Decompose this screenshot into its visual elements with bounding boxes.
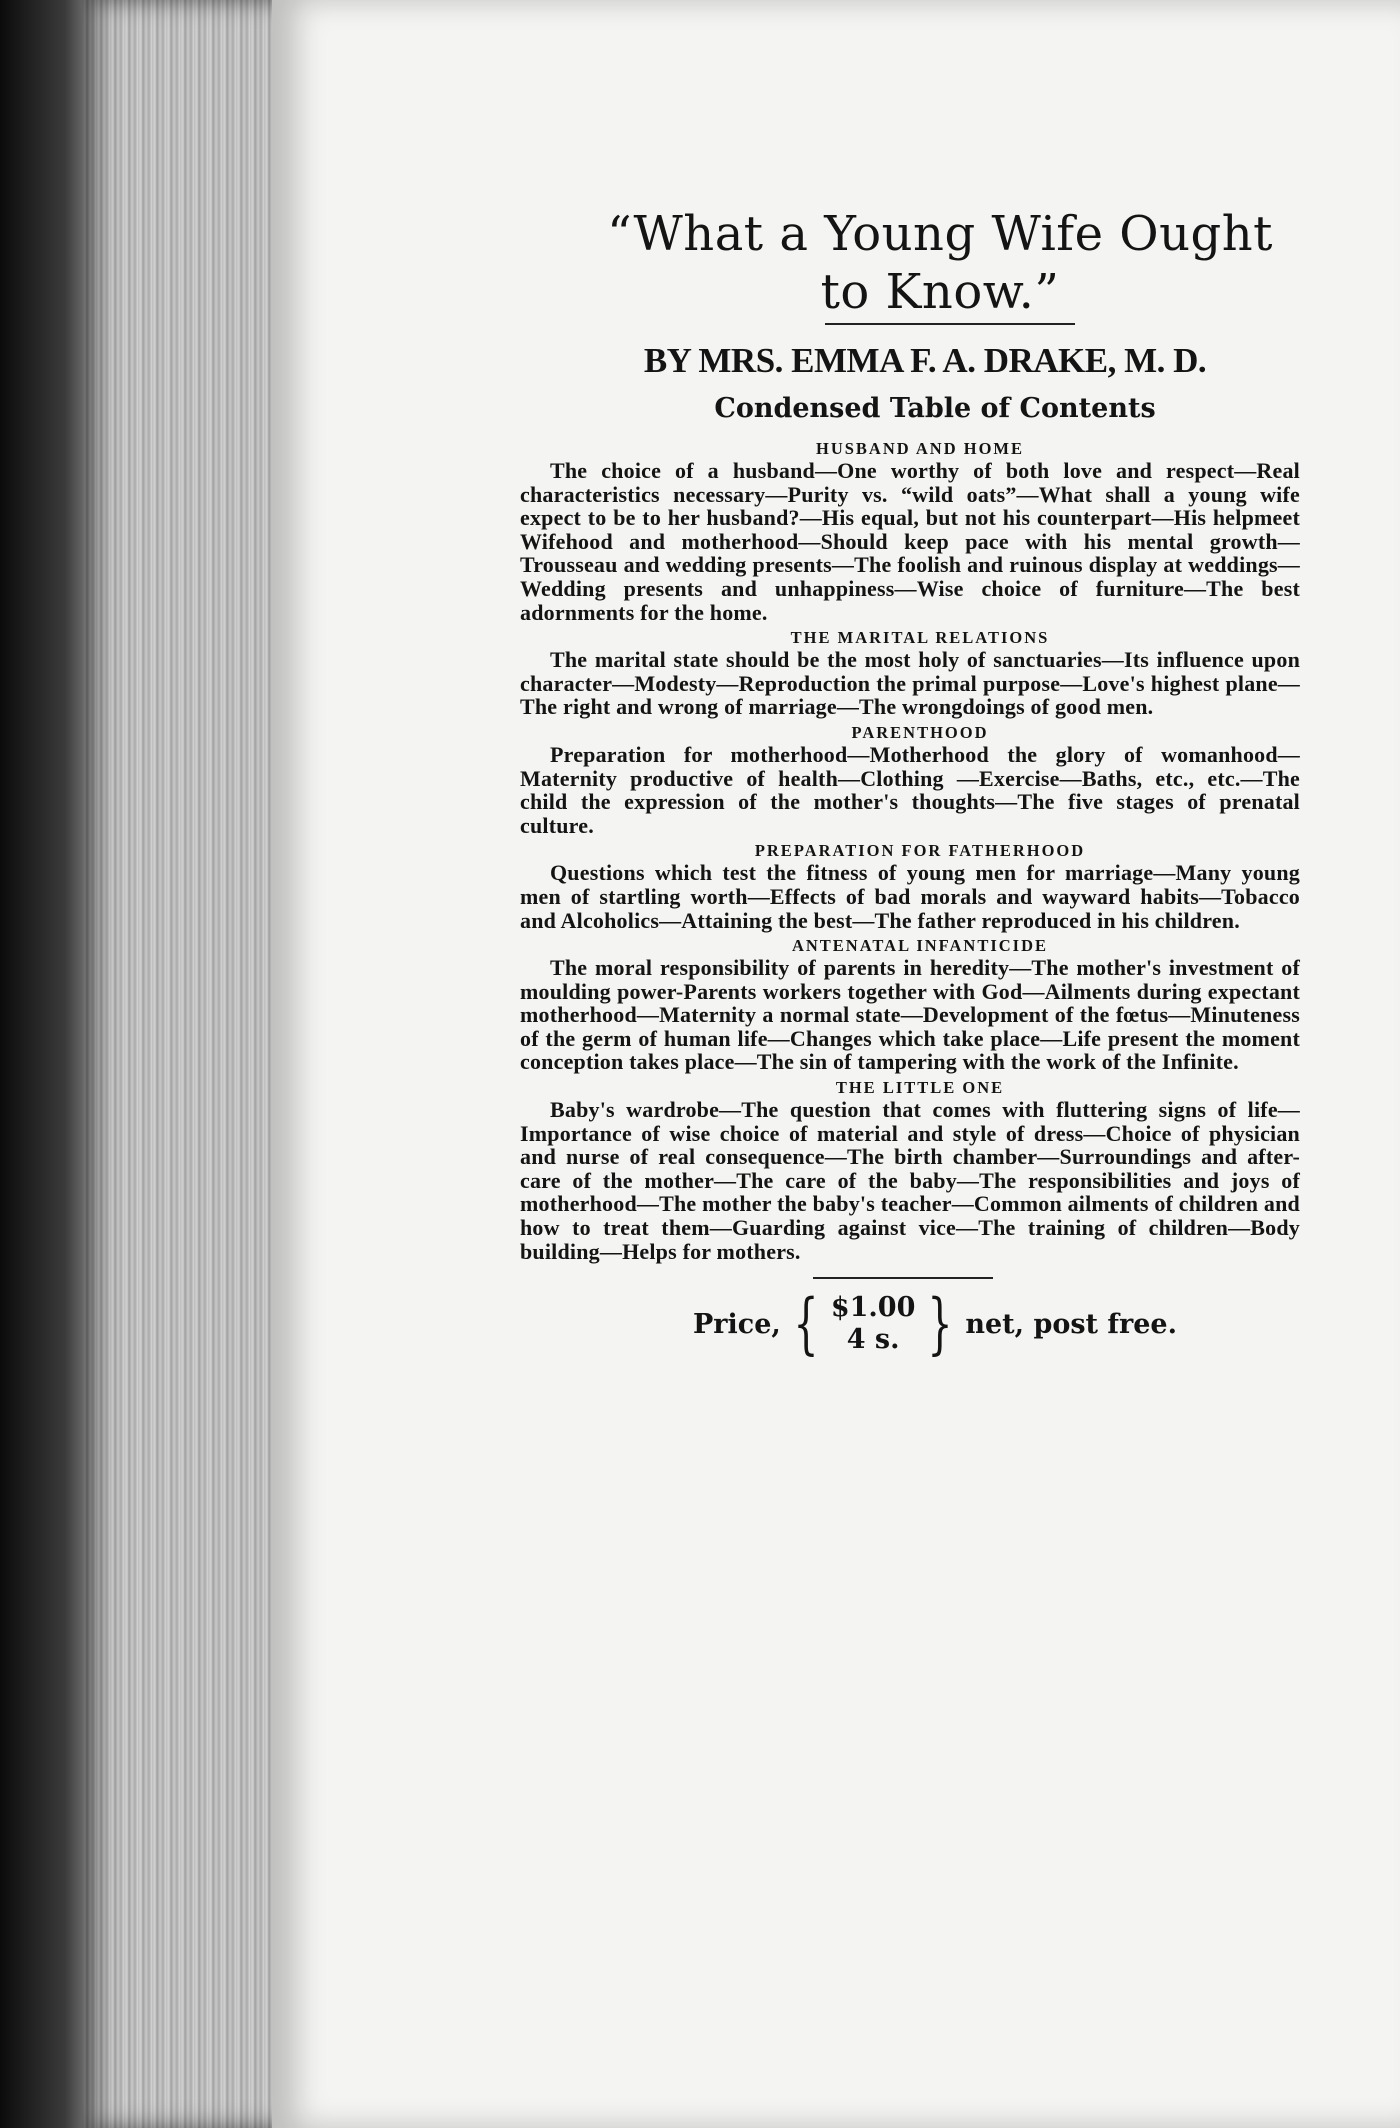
toc-heading: Condensed Table of Contents: [714, 393, 1156, 424]
section-title: THE LITTLE ONE: [835, 1078, 1005, 1098]
section-text: Baby's wardrobe—The question that comes with fluttering signs of life—Importance of wise choice of material and style of dress—Choice of physician and nurse of real consequence—The birth chamber—Surroundings and after-care of the mother—The care of the baby—The responsibilities and joys of motherhood—The mother the baby's teacher—Common ailments of children and how to treat them—Guarding against vice—The training of children—Body building—Helps for mothers.: [520, 1097, 1300, 1264]
title-divider: [825, 323, 1075, 325]
toc-section: [520, 936, 1300, 1074]
section-title: PREPARATION FOR FATHERHOOD: [754, 841, 1086, 861]
toc-section: [520, 723, 1300, 837]
advertisement-content: [520, 205, 1300, 1363]
section-text: The marital state should be the most holy of sanctuaries—Its influence upon character—Modesty—Reproduction the primal purpose—Love's highest plane—The right and wrong of marriage—The wrongdoings of good men.: [520, 647, 1300, 720]
section-title: PARENTHOOD: [851, 722, 989, 742]
left-brace: {: [793, 1285, 819, 1363]
book-title: [580, 205, 1300, 321]
book-title-line-1: “What a Young Wife Ought: [607, 206, 1273, 262]
section-text: Preparation for motherhood—Motherhood the glory of womanhood—Maternity productive of health—Clothing —Exercise—Baths, etc., etc.—The child the expression of the mother's thoughts—The five stages of prenatal culture.: [520, 741, 1300, 838]
price-line: [570, 1285, 1300, 1363]
section-title: THE MARITAL RELATIONS: [790, 628, 1050, 648]
price-shillings: 4 s.: [846, 1324, 900, 1356]
section-title: ANTENATAL INFANTICIDE: [791, 936, 1049, 956]
toc-section: [520, 1078, 1300, 1263]
toc-section: [520, 439, 1300, 624]
book-title-line-2: to Know.”: [820, 264, 1060, 320]
section-title: HUSBAND AND HOME: [815, 439, 1024, 458]
section-text: Questions which test the fitness of young men for marriage—Many young men of startling worth—Effects of bad morals and wayward habits—Tobacco and Alcoholics—Attaining the best—The father reproduced in his children.: [520, 860, 1300, 933]
right-brace: }: [927, 1285, 953, 1363]
price-label: Price,: [693, 1308, 781, 1340]
page-stack-edge: [82, 0, 282, 2128]
toc-section: [520, 628, 1300, 719]
book-spine-shadow: [0, 0, 92, 2128]
toc-section: [520, 841, 1300, 932]
price-dollars: $1.00: [830, 1292, 916, 1324]
price-divider: [813, 1277, 993, 1279]
section-text: The moral responsibility of parents in heredity—The mother's investment of moulding power-Parents workers together with God—Ailments during expectant motherhood—Maternity a normal state—Development of the fœtus—Minuteness of the germ of human life—Changes which take place—Life present the moment conception takes place—The sin of tampering with the work of the Infinite.: [520, 955, 1300, 1075]
section-text: The choice of a husband—One worthy of both love and respect—Real characteristics necessary—Purity vs. “wild oats”—What shall a young wife expect to be to her husband?—His equal, but not his counterpart—His helpmeet Wifehood and motherhood—Should keep pace with his mental growth—Trousseau and wedding presents—The foolish and ruinous display at weddings—Wedding presents and unhappiness—Wise choice of furniture—The best adornments for the home.: [520, 458, 1300, 625]
price-suffix: net, post free.: [965, 1308, 1177, 1340]
author-line: BY MRS. EMMA F. A. DRAKE, M. D.: [643, 341, 1207, 380]
price-values: [831, 1292, 916, 1356]
